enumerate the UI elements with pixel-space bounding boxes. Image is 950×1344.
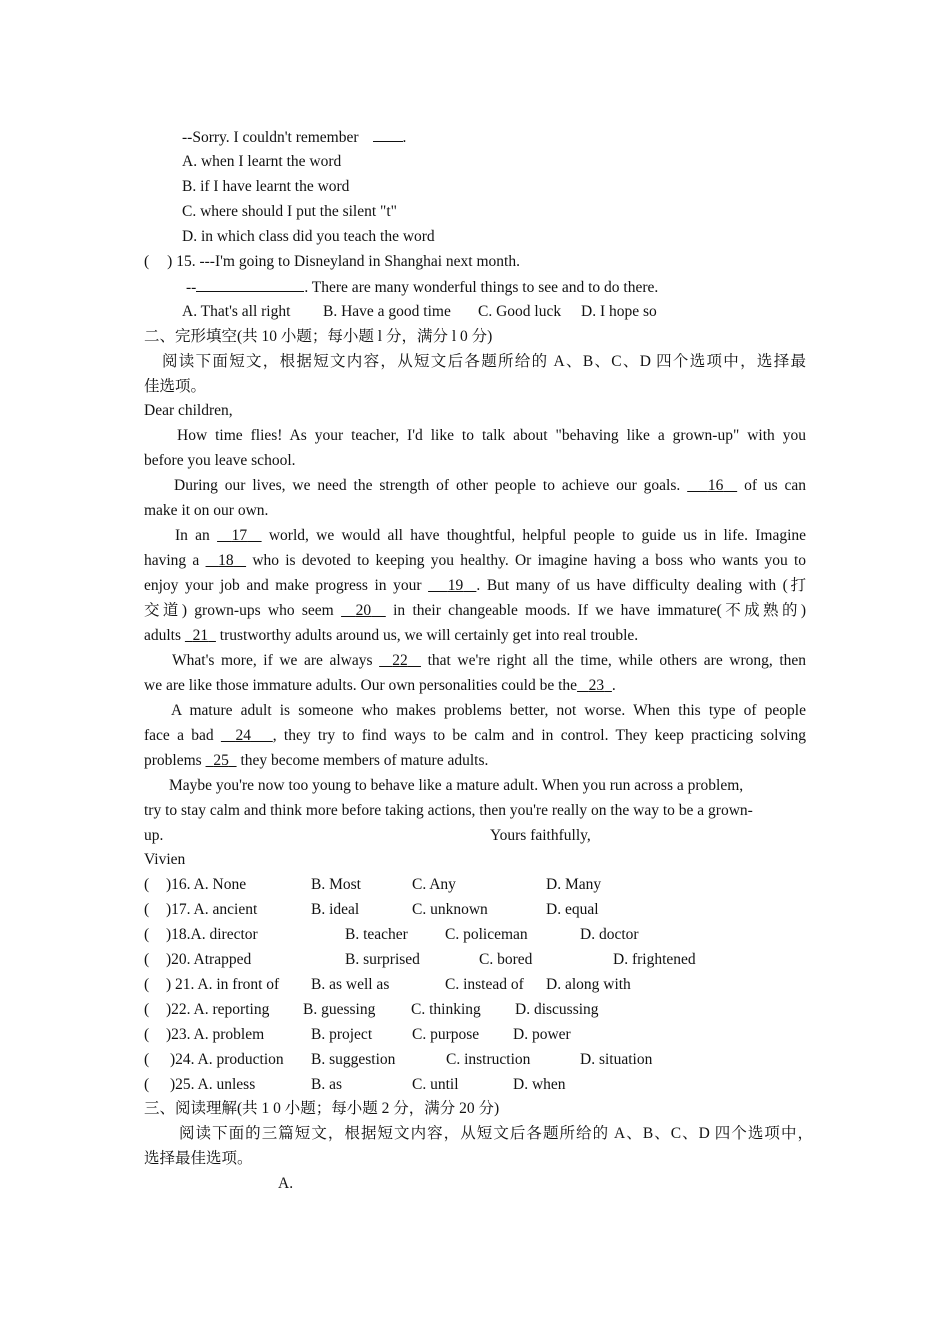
- letter-paragraph-1: How time flies! As your teacher, I'd like to talk about "behaving like a grown-up" with you: [177, 427, 806, 444]
- blank-23: 23: [588, 677, 605, 694]
- q14-option-d: D. in which class did you teach the word: [182, 228, 435, 245]
- answer-blank: [373, 127, 403, 142]
- q14-option-a: A. when I learnt the word: [182, 153, 342, 170]
- q14-option-b: B. if I have learnt the word: [182, 178, 350, 195]
- blank-22: 22: [392, 652, 408, 669]
- document-page: --Sorry. I couldn't remember . A. when I learnt the word B. if I have learnt the word C. where should I put the silent "t" D. in which class did you teach the word ( ) 15. ---I'm going to Disneyland in Shanghai next month. -- . There are many wonderful things to see and to do there. A. That's all right B. Have a good time C. Good luck D. I hope so 二、完形填空(共 10 小题；每小题 l 分，满分 l 0 分) 阅读下面短文，根据短文内容，从短文后各题所给的 A、B、C、D 四个选项中，选择最 佳选项。 Dear children, How time flies! As your teacher, I'd like to talk about "behaving like a grown-up" with you before you leave school. During our lives, we need the strength of other people to achieve our goals. 16 of us can make it on our own. In an 17 world, we would all have thoughtful, helpful people to guide us in life. Imagine having a 18 who is devoted to keeping you healthy. Or imagine having a boss who wants you to enjoy your job and make progress in your 19 . But many of us have difficulty dealing with (打 交道) grown-ups who seem 20 in their changeable moods. If we have immature(不成熟的) adults 21 trustworthy adults around us, we will certainly get into real trouble. What's more, if we are always 22 that we're right all the time, while others are wrong, then we are like those immature adults. Our own personalities could be the 23 . A mature adult is someone who makes problems better, not worse. When this type of people face a bad 24 , they try to find ways to be calm and in control. They keep practicing solving problems 25 they become members of mature adults. Maybe you're now too young to behave like a mature adult. When you run across a problem, try to stay calm and think more before taking actions, then you're really on the way to be a grown- up. Yours faithfully, Vivien ( )16. A. None B. Most C. Any D. Many ( )17. A. ancient B. ideal C. unknown D. equal ( )18.A. director B. teacher C. policeman D. doctor ( )20. Atrapped B. surprised C. bored D. frightened ( ) 21. A. in front of B. as well as C. instead of D. along with ( )22. A. reporting B. guessing C. thinking D. discussing ( )23. A. problem B. project C. purpose D. power ( )24. A. production B. suggestion C. instruction D. situation ( )25. A. unless B. as C. until D. when 三、阅读理解(共 1 0 小题；每小题 2 分，满分 20 分) 阅读下面的三篇短文，根据短文内容，从短文后各题所给的 A、B、C、D 四个选项中， 选择最佳选项。 A.: [144, 129, 813, 1192]
- letter-closing: Yours faithfully,: [490, 827, 591, 844]
- letter-signature: Vivien: [144, 851, 186, 868]
- section2-instructions-cont: 佳选项。: [144, 378, 207, 395]
- q14-option-c: C. where should I put the silent "t": [182, 203, 397, 220]
- letter-paragraph-6: Maybe you're now too young to behave like a mature adult. When you run across a problem,: [169, 777, 744, 794]
- section3-instructions: 阅读下面的三篇短文，根据短文内容，从短文后各题所给的 A、B、C、D 四个选项中，: [179, 1125, 813, 1142]
- letter-paragraph-4: What's more, if we are always 22 that we're right all the time, while others are wrong, then: [172, 652, 807, 669]
- q15-stem: ( ) 15. ---I'm going to Disneyland in Shanghai next month.: [144, 253, 520, 270]
- section3-instructions-cont: 选择最佳选项。: [144, 1150, 253, 1167]
- letter-greeting: Dear children,: [144, 402, 233, 419]
- letter-paragraph-2: During our lives, we need the strength of other people to achieve our goals. 16 of us can: [174, 477, 807, 494]
- answer-blank: [196, 277, 304, 292]
- section2-heading: 二、完形填空(共 10 小题；每小题 l 分，满分 l 0 分): [144, 328, 493, 345]
- blank-16: 16: [707, 477, 724, 494]
- q14-reply: --Sorry. I couldn't remember .: [182, 129, 407, 146]
- blank-18: 18: [218, 552, 234, 569]
- section3-heading: 三、阅读理解(共 1 0 小题；每小题 2 分，满分 20 分): [144, 1100, 500, 1117]
- passage-label: A.: [278, 1175, 294, 1192]
- letter-paragraph-3: In an 17 world, we would all have thoughtful, helpful people to guide us in life. Imagine: [175, 527, 807, 544]
- blank-21: 21: [192, 627, 209, 644]
- blank-25: 25: [213, 752, 229, 769]
- blank-20: 20: [355, 602, 372, 619]
- section2-instructions: 阅读下面短文，根据短文内容，从短文后各题所给的 A、B、C、D 四个选项中，选择最: [162, 353, 806, 370]
- q15-reply: -- . There are many wonderful things to see and to do there.: [186, 279, 659, 296]
- blank-19: 19: [447, 577, 464, 594]
- blank-24: 24: [235, 727, 251, 744]
- letter-paragraph-5: A mature adult is someone who makes problems better, not worse. When this type of people: [171, 702, 806, 719]
- blank-17: 17: [231, 527, 248, 544]
